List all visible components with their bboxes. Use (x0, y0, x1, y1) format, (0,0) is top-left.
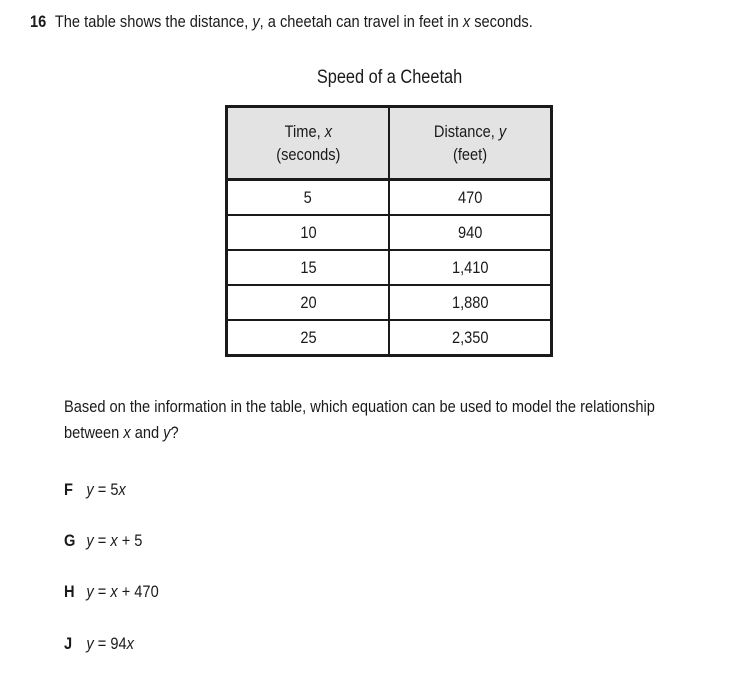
header-time-unit: (seconds) (275, 145, 341, 164)
table-row (227, 285, 552, 320)
table-row (227, 215, 552, 250)
prompt-var-y: y (163, 423, 171, 442)
question-stem (30, 10, 533, 34)
answer-choice-f[interactable] (64, 478, 126, 502)
answer-choice-g[interactable] (64, 529, 142, 553)
header-distance-label: Distance, (433, 122, 499, 141)
stem-var-x: x (462, 12, 471, 31)
stem-text-2: , a cheetah can travel in feet in (259, 12, 463, 31)
cell-time: 25 (227, 320, 390, 356)
question-prompt (64, 394, 726, 446)
choice-letter: F (64, 480, 73, 499)
header-distance-unit: (feet) (452, 145, 488, 164)
prompt-var-x: x (123, 423, 131, 442)
choice-equation: y = 5x (86, 480, 126, 499)
table-header-row (227, 107, 552, 180)
stem-text-3: seconds. (470, 12, 533, 31)
choice-equation: y = x + 470 (86, 582, 159, 601)
cell-distance: 1,410 (389, 250, 552, 285)
table-row (227, 320, 552, 356)
answer-choice-h[interactable] (64, 580, 159, 604)
header-distance (389, 107, 552, 180)
choice-equation: y = 94x (86, 634, 134, 653)
cell-distance: 940 (389, 215, 552, 250)
stem-var-y: y (252, 12, 260, 31)
table-caption (228, 65, 551, 91)
header-time-label: Time, (284, 122, 325, 141)
answer-choice-j[interactable] (64, 632, 134, 656)
choice-letter: J (64, 634, 73, 653)
stem-text-1: The table shows the distance, (54, 12, 253, 31)
cell-distance: 470 (389, 180, 552, 216)
question-number: 16 (30, 12, 47, 31)
header-distance-var: y (498, 122, 507, 141)
cell-distance: 2,350 (389, 320, 552, 356)
choice-letter: H (64, 582, 75, 601)
header-time-var: x (324, 122, 332, 141)
cell-time: 15 (227, 250, 390, 285)
table-row (227, 250, 552, 285)
table-caption-text: Speed of a Cheetah (316, 67, 463, 88)
prompt-line-1: Based on the information in the table, which equation can be used to model the relationship (64, 397, 655, 416)
choice-letter: G (64, 531, 76, 550)
table-row (227, 180, 552, 216)
cell-time: 20 (227, 285, 390, 320)
prompt-line-2: between x and y? (64, 423, 179, 442)
header-time (227, 107, 390, 180)
choice-equation: y = x + 5 (86, 531, 143, 550)
cell-distance: 1,880 (389, 285, 552, 320)
cell-time: 10 (227, 215, 390, 250)
cheetah-speed-table (225, 105, 553, 357)
cell-time: 5 (227, 180, 390, 216)
